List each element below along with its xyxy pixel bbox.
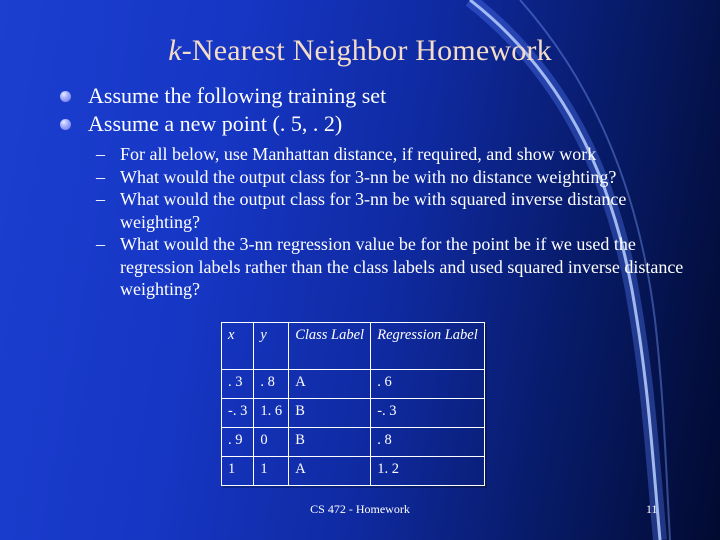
cell-x: . 3 (222, 370, 254, 399)
bullet-dot-icon (60, 91, 71, 102)
sub-bullet-squared-inverse (58, 188, 698, 233)
dash-icon: – (96, 144, 105, 164)
cell-class: A (289, 370, 371, 399)
cell-class: A (289, 457, 371, 486)
cell-y: 1 (254, 457, 289, 486)
sub-bullet-list (58, 143, 698, 301)
bullet-list (58, 82, 698, 301)
cell-regression: -. 3 (371, 399, 485, 428)
cell-y: . 8 (254, 370, 289, 399)
sub-bullet-text: What would the 3-nn regression value be for the point be if we used the regression labels rather than the class labels and used squared inverse distance weighting? (120, 234, 684, 299)
sub-bullet-manhattan (58, 143, 698, 166)
sub-bullet-text: What would the output class for 3-nn be with no distance weighting? (120, 166, 617, 187)
training-set-table (221, 322, 485, 486)
cell-regression: . 8 (371, 428, 485, 457)
dash-icon: – (96, 234, 105, 254)
table-row (222, 399, 485, 428)
dash-icon: – (96, 166, 105, 187)
cell-y: 0 (254, 428, 289, 457)
cell-regression: 1. 2 (371, 457, 485, 486)
sub-bullet-text: For all below, use Manhattan distance, if required, and show work (120, 144, 597, 164)
cell-x: . 9 (222, 428, 254, 457)
header-y: y (254, 323, 289, 370)
cell-regression: . 6 (371, 370, 485, 399)
dash-icon: – (96, 189, 105, 209)
table-row (222, 457, 485, 486)
cell-y: 1. 6 (254, 399, 289, 428)
header-regression-label: Regression Label (371, 323, 485, 370)
table-header-row (222, 323, 485, 370)
sub-bullet-no-weighting (58, 166, 698, 189)
title-rest: -Nearest Neighbor Homework (181, 34, 552, 67)
title-k: k (168, 34, 182, 67)
cell-class: B (289, 399, 371, 428)
sub-bullet-regression (58, 233, 698, 301)
header-x: x (222, 323, 254, 370)
page-number: 11 (646, 502, 658, 516)
bullet-new-point (58, 110, 698, 138)
table-row (222, 370, 485, 399)
sub-bullet-text: What would the output class for 3-nn be with squared inverse distance weighting? (120, 189, 627, 232)
cell-x: 1 (222, 457, 254, 486)
table-row (222, 428, 485, 457)
cell-class: B (289, 428, 371, 457)
slide-title (0, 34, 720, 68)
bullet-training-set (58, 82, 698, 110)
cell-x: -. 3 (222, 399, 254, 428)
bullet-dot-icon (60, 119, 71, 130)
slide-footer: CS 472 - Homework (310, 502, 410, 516)
bullet-text: Assume the following training set (88, 83, 387, 108)
header-class-label: Class Label (289, 323, 371, 370)
bullet-text: Assume a new point (. 5, . 2) (88, 111, 343, 136)
